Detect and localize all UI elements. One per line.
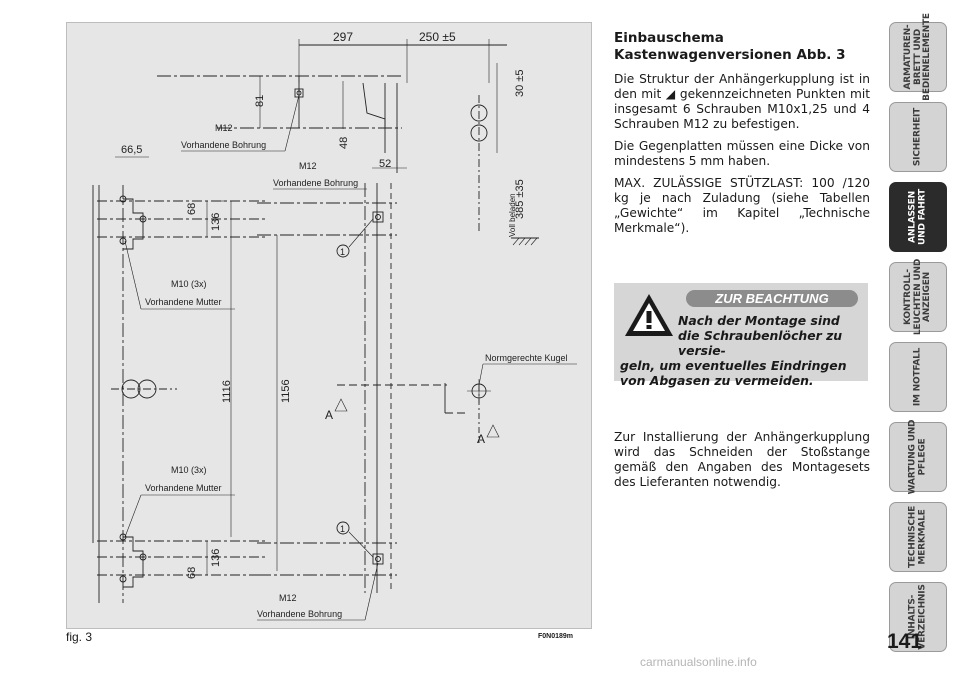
- paragraph-installation: Zur Installierung der Anhängerkupplung wird das Schneiden der Stoßstange gemäß den Angaben des Montagesets des Lieferanten notwendig.: [614, 430, 870, 489]
- label-m10-bot: M10 (3x): [171, 465, 207, 475]
- dim-30: 30 ±5: [514, 69, 526, 97]
- tab-armaturenbrett[interactable]: ARMATUREN- BRETT UND BEDIENELEMENTE: [889, 22, 947, 92]
- page-number: 141: [887, 630, 923, 653]
- label-hole-bot: Vorhandene Bohrung: [257, 609, 343, 619]
- label-m12-mid: M12: [299, 161, 317, 171]
- label-nut-top: Vorhandene Mutter: [145, 297, 222, 307]
- label-m12-top: M12: [215, 123, 233, 133]
- label-m10-top: M10 (3x): [171, 279, 207, 289]
- dim-297: 297: [333, 30, 354, 44]
- dim-66-5: 66,5: [121, 144, 143, 156]
- tab-technische-merkmale[interactable]: TECHNISCHE MERKMALE: [889, 502, 947, 572]
- marker-1-top: 1: [340, 247, 346, 257]
- tab-wartung-und-pflege[interactable]: WARTUNG UND PFLEGE: [889, 422, 947, 492]
- drawing-svg: [67, 23, 593, 630]
- figure-code: F0N0189m: [538, 633, 574, 640]
- paragraph-structure: Die Struktur der Anhängerkupplung ist in den mit ◢ gekennzeichneten Punkten mit insgesamt 6 Schrauben M10x1,25 und 4 Schrauben M12 zu befestigen.: [614, 72, 871, 131]
- dim-136-bot: 136: [210, 548, 222, 567]
- tab-sicherheit[interactable]: SICHERHEIT: [889, 102, 947, 172]
- technical-drawing: [66, 22, 592, 629]
- tab-im-notfall[interactable]: IM NOTFALL: [889, 342, 947, 412]
- paragraph-plates: Die Gegenplatten müssen eine Dicke von mindestens 5 mm haben.: [614, 139, 870, 168]
- dim-68-bot: 68: [186, 566, 198, 579]
- section-a-left: A: [325, 408, 334, 422]
- warning-box: [614, 283, 868, 388]
- warning-label: ZUR BEACHTUNG: [686, 290, 858, 307]
- article-body: [614, 30, 870, 243]
- label-hole-mid: Vorhandene Bohrung: [273, 178, 359, 188]
- label-m12-bot: M12: [279, 593, 297, 603]
- title-line-2: Kastenwagenversionen Abb. 3: [614, 47, 846, 63]
- dim-52: 52: [379, 158, 392, 170]
- label-hole-top: Vorhandene Bohrung: [181, 140, 267, 150]
- label-nut-bot: Vorhandene Mutter: [145, 483, 222, 493]
- dim-385: 385 ±35: [514, 179, 526, 219]
- section-a-right: A: [477, 432, 486, 446]
- tab-kontrollleuchten[interactable]: KONTROLL- LEUCHTEN UND ANZEIGEN: [889, 262, 947, 332]
- dim-1156: 1156: [280, 379, 292, 403]
- marker-symbol-icon: ◢: [665, 87, 676, 101]
- marker-1-bot: 1: [340, 524, 346, 534]
- tab-inhaltsverzeichnis[interactable]: INHALTS- VERZEICHNIS: [889, 582, 947, 652]
- title-line-1: Einbauschema: [614, 30, 724, 46]
- warning-text: Nach der Montage sind die Schraubenlöcher zu versie- geln, um eventuelles Eindringen von Abgasen zu vermeiden.: [620, 313, 847, 388]
- dim-81: 81: [254, 94, 266, 107]
- dim-1116: 1116: [221, 380, 233, 403]
- dim-136-top: 136: [210, 212, 222, 231]
- dim-250: 250 ±5: [419, 30, 456, 44]
- dim-48: 48: [338, 136, 350, 149]
- tab-anlassen-und-fahrt[interactable]: ANLASSEN UND FAHRT: [889, 182, 947, 252]
- paragraph-max-load: MAX. ZULÄSSIGE STÜTZLAST: 100 /120 kg je nach Zuladung (siehe Tabellen „Gewichte“ im Kapitel „Technische Merkmale“).: [614, 176, 870, 235]
- label-ball: Normgerechte Kugel: [485, 353, 568, 363]
- dim-68-top: 68: [186, 202, 198, 215]
- label-voll-beladen: Voll beladen: [508, 193, 517, 237]
- watermark: carmanualsonline.info: [640, 655, 757, 669]
- article-title: [614, 30, 870, 64]
- figure-caption: fig. 3: [66, 630, 93, 644]
